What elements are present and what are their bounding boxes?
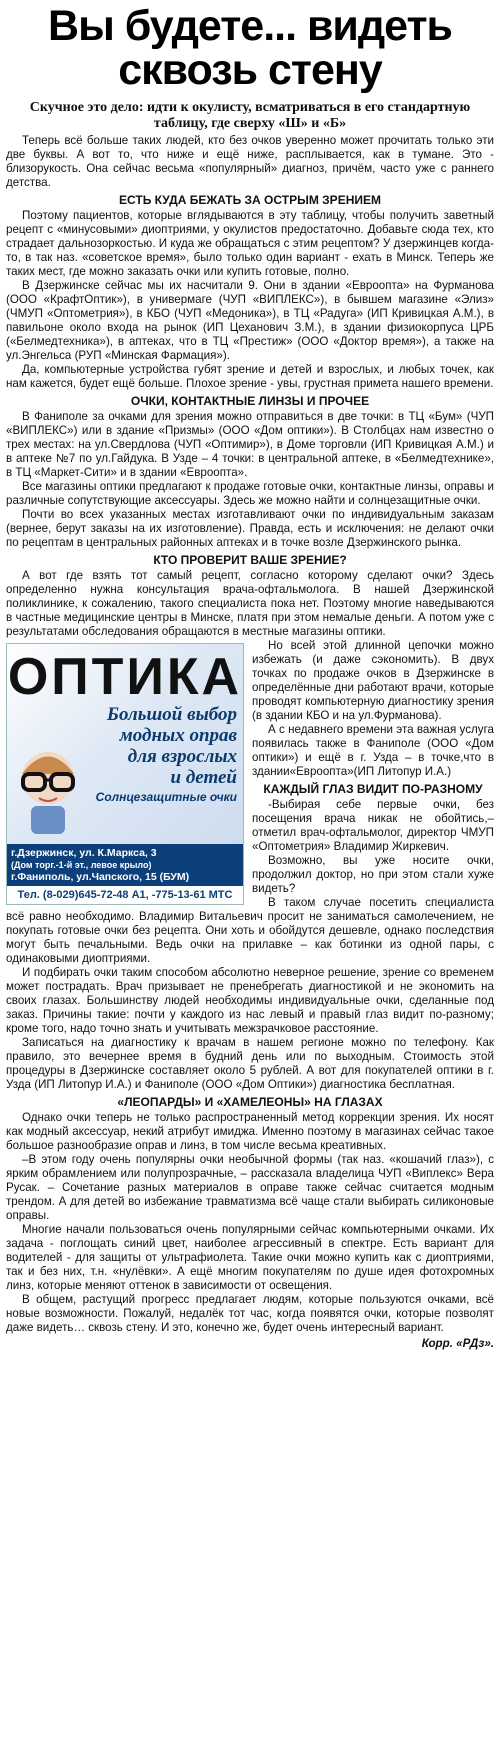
ad-slogan-1: Большой выбор: [106, 704, 237, 725]
paragraph: А с недавнего времени эта важная услуга появилась также в Фаниполе (ООО «Дом оптики») и ещё в г. Узда – в точке,что в здании«Евроопта»(ИП Литопур И.А.): [252, 723, 494, 778]
article-title: Вы будете... видеть сквозь стену: [48, 2, 452, 94]
section-heading: ЕСТЬ КУДА БЕЖАТЬ ЗА ОСТРЫМ ЗРЕНИЕМ: [119, 193, 381, 207]
ad-address-2: г.Фаниполь, ул.Чапского, 15 (БУМ): [11, 871, 190, 883]
paragraph: Почти во всех указанных местах изготавливают очки по индивидуальным заказам (вернее, берут заказы на их изготовление). Правда, есть и исключения: не делают очки по рецептам в центральных районных аптеках и в точке возле Дзержинского рынка.: [6, 508, 494, 549]
ad-sunglasses: Солнцезащитные очки: [95, 790, 237, 804]
ad-slogan-2: модных оправ: [119, 725, 237, 746]
article-signoff: Корр. «РДз».: [421, 1337, 494, 1350]
paragraph: Все магазины оптики предлагают к продаже готовые очки, контактные линзы, оправы и различные сопутствующие аксессуары. Здесь же можно найти и солнцезащитные очки.: [6, 480, 494, 507]
paragraph: И подбирать очки таким способом абсолютно неверное решение, зрение со временем может пострадать. Врач призывает не пренебрегать диагностикой и не экономить на своих глазах. Большинству людей необходимы индивидуальные очки, сделанные под заказ. Причины такие: почти у каждого из нас левый и правый глаз видит по-разному; кроме того, надо точно знать и учитывать межзрачковое расстояние.: [6, 966, 494, 1035]
eyeglasses-icon: [13, 744, 83, 834]
ad-address-note: (Дом торг.-1-й эт., левое крыло): [11, 860, 152, 870]
ad-slogan-3: для взрослых: [127, 746, 237, 767]
paragraph: В таком случае посетить специалиста всё равно необходимо. Владимир Витальевич просит не заниматься самолечением, не покупать готовые очки без рецепта. Они хоть и обойдутся дешевле, однако последствия могут быть печальными. Ведь очки на прилавке – как ботинки из одной пары, с одинаковыми диоптриями.: [6, 896, 494, 965]
paragraph: А вот где взять тот самый рецепт, согласно которому сделают очки? Здесь определенно нужна консультация врача-офтальмолога. В нашей Дзержинской поликлинике, к сожалению, такого специалиста пока нет. Поэтому многие наведываются в частные медицинские центры в Минске, платя при этом немалые деньги. А потом уже с результатами обследования обращаются в местные магазины оптики.: [6, 569, 494, 638]
paragraph: -Выбирая себе первые очки, без посещения врача никак не обойтись,– отметил врач-офтальмолог, директор ЧМУП «Оптометрия» Владимир Жиркевич.: [252, 798, 494, 853]
ad-address-1: г.Дзержинск, ул. К.Маркса, 3: [11, 847, 157, 859]
paragraph: –В этом году очень популярны очки необычной формы (так наз. «кошачий глаз»), с ярким обрамлением или полупрозрачные, – рассказала владелица ЧУП «Виплекс» Вера Русак. – Сочетание разных материалов в оправе также сейчас считается модным трендом. А для детей во избежание травматизма всё чаще стали выбирать силиконовые оправы.: [6, 1153, 494, 1222]
section-heading: «ЛЕОПАРДЫ» И «ХАМЕЛЕОНЫ» НА ГЛАЗАХ: [117, 1095, 383, 1109]
ad-phone: Тел. (8-029)645-72-48 A1, -775-13-61 МТС: [7, 886, 243, 904]
section-heading: ОЧКИ, КОНТАКТНЫЕ ЛИНЗЫ И ПРОЧЕЕ: [130, 394, 370, 408]
paragraph: Однако очки теперь не только распространенный метод коррекции зрения. Их носят как модный аксессуар, некий атрибут имиджа. Именно поэтому в магазинах сейчас такое большое разнообразие оправ и линз, в том числе весьма креативных.: [6, 1111, 494, 1152]
ad-brand: ОПТИКА: [7, 648, 243, 706]
paragraph: Поэтому пациентов, которые вглядываются в эту таблицу, чтобы получить заветный рецепт с «минусовыми» диоптриями, у окулистов предостаточно. Добавьте сюда тех, кто страдает дальнозоркостью. И куда же обращаться с этим рецептом? У дзержинцев когда-то, в так наз. «советское время», было только один вариант - ехать в Минск. Теперь же таких мест, где можно заказать очки или купить готовые, полно.: [6, 209, 494, 278]
ad-slogan-4: и детей: [170, 767, 237, 788]
paragraph: Многие начали пользоваться очень популярными сейчас компьютерными очками. Их задача - поглощать синий цвет, наиболее агрессивный в спектре. Есть вариант для водителей - для защиты от ультрафиолета. Такие очки можно купить как с диоптриями, так и без них, т.н. «нулёвки». А ещё многим покупателям по душе идея фотохромных линз, которые меняют оттенок в зависимости от освещения.: [6, 1223, 494, 1292]
article-lead: Скучное это дело: идти к окулисту, всматриваться в его стандартную таблицу, где сверху «Ш» и «Б»: [29, 100, 471, 131]
paragraph: В общем, растущий прогресс предлагает людям, которые пользуются очками, всё новые возможности. Пожалуй, недалёк тот час, когда появятся очки, которые позволят даже видеть… сквозь стену. И это, конечно же, будет очень интересный вариант.: [6, 1293, 494, 1334]
paragraph: В Фаниполе за очками для зрения можно отправиться в две точки: в ТЦ «Бум» (ЧУП «ВИПЛЕКС») или в здание «Призмы» (ООО «Дом оптики»). В Столбцах нам известно о трех местах: на ул.Свердлова (ЧУП «Оптимир»), в Доме торговли (ИП Кривицкая А.М.) и в аптеке №7 по ул.Гайдука. В Узде – 4 точки: в центральной аптеке, в «Белмедтехнике», в ТЦ «Маркет-Сити» и в здании «Евроопта».: [6, 410, 494, 479]
ad-addresses: [7, 844, 243, 886]
paragraph: Записаться на диагностику к врачам в нашем регионе можно по телефону. Как правило, это вечернее время в будний день или по выходным. Стоимость этой процедуры в Дзержинске составляет около 5 рублей. А вот для покупателей оптики в г. Узда (ИП Литопур И.А.) и Фаниполе (ООО «Дом Оптики») диагностика бесплатная.: [6, 1036, 494, 1091]
paragraph: Да, компьютерные устройства губят зрение и детей и взрослых, и любых точек, как нам кажется, будет ещё больше. Плохое зрение - увы, грустная примета нашего времени.: [6, 363, 494, 390]
paragraph: Возможно, вы уже носите очки, продолжил доктор, но при этом стали хуже видеть?: [252, 854, 494, 895]
section-heading: КАЖДЫЙ ГЛАЗ ВИДИТ ПО-РАЗНОМУ: [263, 782, 483, 796]
article-intro: Теперь всё больше таких людей, кто без очков уверенно может прочитать только эти две буквы. А вот то, что ниже и ещё ниже, расплывается, как в тумане. Это - близорукость. Она сейчас весьма «популярный» диагноз, причём, часто уже с раннего детства.: [6, 134, 494, 189]
optics-advertisement: [6, 643, 244, 905]
paragraph: В Дзержинске сейчас мы их насчитали 9. Они в здании «Евроопта» на Фурманова (ООО «КрафтОптик»), в универмаге (ЧУП «ВИПЛЕКС»), в бывшем магазине «Элиз» (ЧМУП «Оптометрия»), в КБО (ЧУП «Медоника»), в ТЦ «Радуга» (ИП Кривицкая А.М.), в павильоне около входа на рынок (ИП Цеханович З.М.), в здании физиокорпуса ЦРБ («Белмедтехника»), в аптеках, что в ТЦ «Престиж» (ООО «Доктор время»), а также на ул.Энгельса (РУП «Минская Фармация»).: [6, 279, 494, 362]
paragraph: Но всей этой длинной цепочки можно избежать (и даже сэкономить). В двух точках по продаже очков в Дзержинске в определённые дни работают врачи, которые проводят компьютерную диагностику зрения (в здании КБО и на ул.Фурманова).: [252, 639, 494, 722]
section-heading: КТО ПРОВЕРИТ ВАШЕ ЗРЕНИЕ?: [153, 553, 347, 567]
